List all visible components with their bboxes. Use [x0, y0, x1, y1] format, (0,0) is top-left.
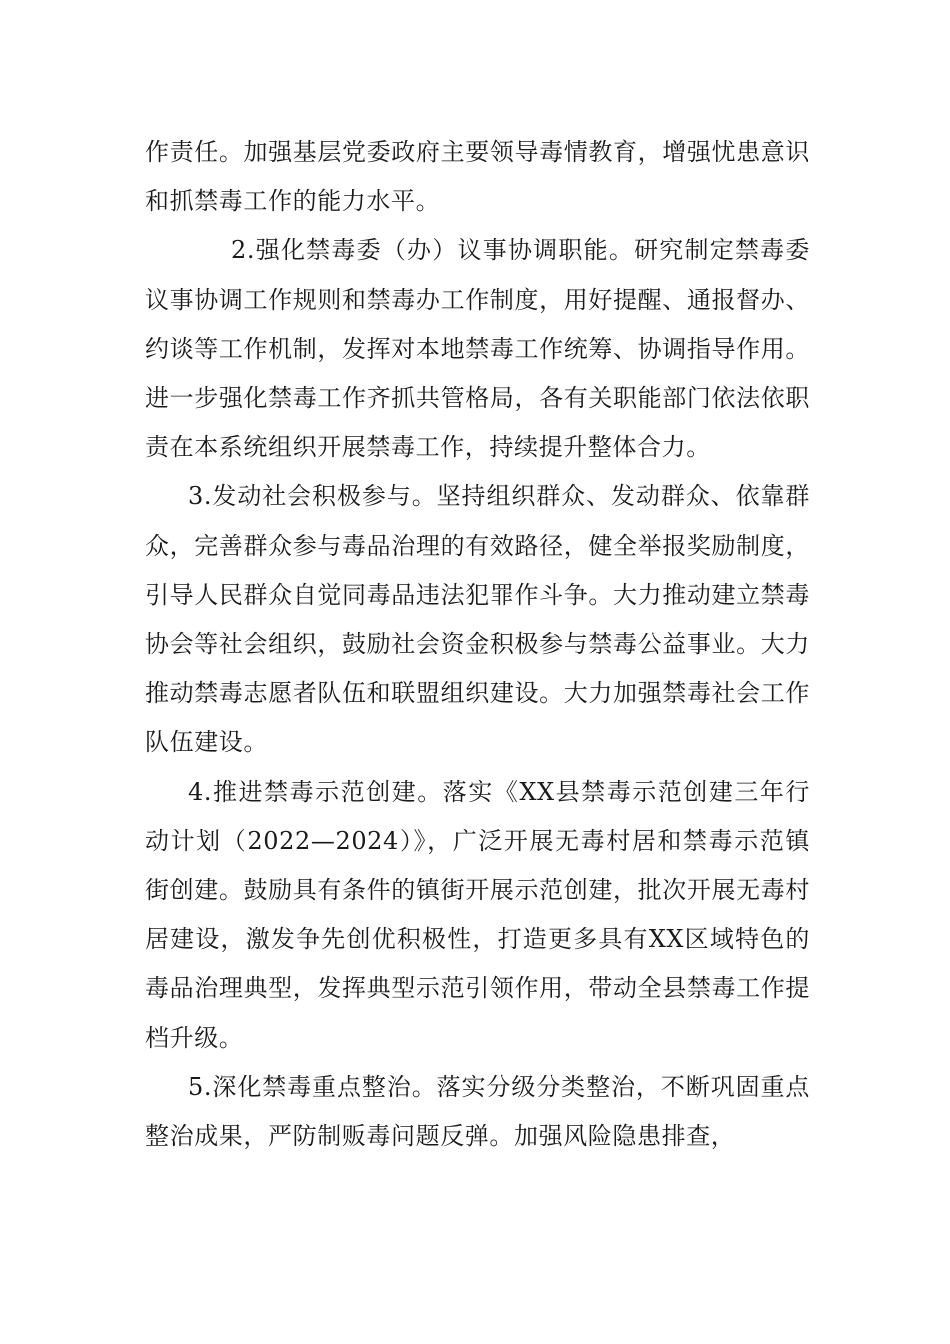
- document-body: [145, 128, 810, 1161]
- paragraph-item-2: 2.强化禁毒委（办）议事协调职能。研究制定禁毒委议事协调工作规则和禁毒办工作制度，用好提醒、通报督办、约谈等工作机制，发挥对本地禁毒工作统筹、协调指导作用。进一步强化禁毒工作齐抓共管格局，各有关职能部门依法依职责在本系统组织开展禁毒工作，持续提升整体合力。: [145, 236, 810, 462]
- paragraph-item-5: 5.深化禁毒重点整治。落实分级分类整治，不断巩固重点整治成果，严防制贩毒问题反弹。加强风险隐患排查，: [145, 1072, 810, 1151]
- paragraph-item-4: 4.推进禁毒示范创建。落实《XX县禁毒示范创建三年行动计划（2022—2024）》，广泛开展无毒村居和禁毒示范镇街创建。鼓励具有条件的镇街开展示范创建，批次开展无毒村居建设，激发争先创优积极性，打造更多具有XX区域特色的毒品治理典型，发挥典型示范引领作用，带动全县禁毒工作提档升级。: [145, 777, 810, 1052]
- paragraph-item-3: 3.发动社会积极参与。坚持组织群众、发动群众、依靠群众，完善群众参与毒品治理的有效路径，健全举报奖励制度，引导人民群众自觉同毒品违法犯罪作斗争。大力推动建立禁毒协会等社会组织，鼓励社会资金积极参与禁毒公益事业。大力推动禁毒志愿者队伍和联盟组织建设。大力加强禁毒社会工作队伍建设。: [145, 482, 810, 757]
- paragraph-continuation: 作责任。加强基层党委政府主要领导毒情教育，增强忧患意识和抓禁毒工作的能力水平。: [145, 138, 810, 216]
